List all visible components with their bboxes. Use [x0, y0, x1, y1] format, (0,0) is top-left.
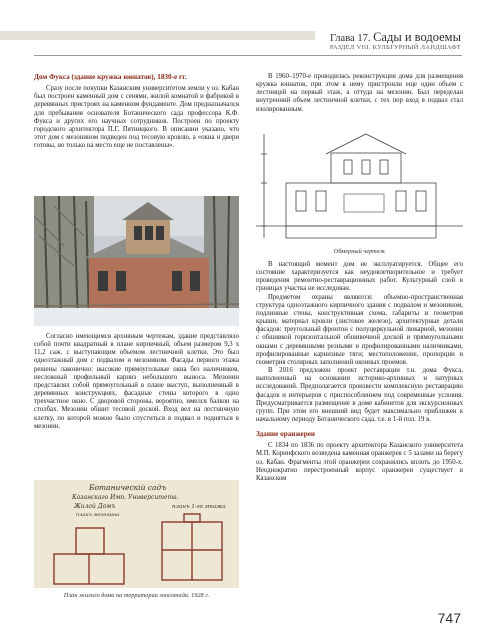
drawing-caption: Обмерный чертеж: [333, 248, 386, 255]
paragraph: С 1834 по 1836 по проекту архитектора Казанского университета М.П. Коринфского возведена каменная оранжерея с 5 залами на берегу оз. Кабан. Фрагменты этой оранжереи сохранялись вплоть до 1950-х. Неоднократно перестроенный корпус оранжереи существует в Казанском: [256, 442, 463, 482]
header-divider: [34, 55, 462, 56]
left-column-top: [34, 73, 239, 150]
plan-title-line1: Ботаническiй садъ: [89, 483, 167, 492]
section-heading-greenhouse: Здание оранжереи: [256, 430, 316, 439]
measured-drawing: [256, 128, 463, 244]
article-heading: Дом Фукса (здание кружка юннатов), 1830-е гг.: [34, 73, 187, 81]
plan-title-line4: планъ мезонина: [76, 512, 120, 518]
section-title: РАЗДЕЛ VIII. КУЛЬТУРНЫЙ ЛАНДШАФТ: [329, 44, 461, 51]
right-column-top: [256, 73, 463, 114]
plan-title-line3: Жилой Домъ: [74, 503, 116, 510]
paragraph: В 2016 предложен проект реставрации т.н. дома Фукса, выполненный на основании историко-архивных и натурных исследований. Предполагается произвести комплексную реставрацию фасадов и интерьеров с приспособлением под современные условия. Предусматривается размещение в доме кабинетов для экскурсионных групп. При этом его внешний вид будет максимально приближен к начальному периоду Ботанического сада, т.е. в 1-й пол. 19 в.: [256, 367, 463, 423]
paragraph: Согласно имеющимся архивным чертежам, здание представляло собой почти квадратный в плане кирпичный, объем размером 9,3 х 11,2 саж. с выступающим объемом лестничной клетки. Это был одноэтажный дом с подвалом и мезонином. Фасады первого этажа решены лаконично: высокие прямоугольные окна без наличников, несложный профильный карниз небольшого выноса. Мезонин представлял собой прямоугольный в плане выступ, выполненный в деревянных конструкциях, фасадные стены которого в одно трехчастное окно. С дворовой стороны, вероятно, имелся балкон на столбах. Мезонин обшит тесовой доской. Вход вел на лестничную клетку, по которой можно было спуститься в подвал и подняться в мезонин.: [34, 333, 239, 430]
page-number: 747: [437, 610, 461, 626]
paragraph: Предметом охраны являются: объемно-пространственная структура одноэтажного кирпичного здания с подвалом и мезонином, подлинные стены, конструктивная схема, габариты и геометрия крыши, материал кровли (листовое железо), архитектурные детали фасадов: треугольный фронтон с полуциркульной люкарной, мезонин с обшивкой горизонтальной обшивочной доской и прямоугольными окнами с деревянными резными и профилированными наличниками, профилированные карнизные тяги; местоположение, пропорции и геометрия столярных заполнений оконных проемов.: [256, 293, 463, 366]
historical-plan-drawing: [34, 480, 239, 588]
right-column-bottom: [256, 261, 463, 483]
paragraph: Сразу после покупки Казанским университетом земли у оз. Кабан был построен каменный дом с сенями, жилой комнатой и фабрикой в деревянных пристроях на каменном фундаменте. Дом предназначался для пребывания основателя Ботанического сада профессора К.Ф. Фукса и других его научных сотрудников. Построен по проекту городского архитектора П.Г. Пятницкого. В описании указано, что этот дом с мезонином подведен под тесовую кровлю, а «окна и двери готовы, но только на место еще не поставлены».: [34, 85, 239, 150]
house-photo: [34, 196, 239, 326]
chapter-title: Глава 17. Сады и водоемы: [330, 30, 461, 44]
plan-label-right: планъ 1-го этажа: [172, 504, 226, 510]
plan-caption: План жилого дома на территории зоосотада. 1928 г.: [63, 592, 210, 599]
paragraph: В 1960–1970-е проводилась реконструкция дома для размещения кружка юннатов, при этом к нему пристроили еще один объем с лестницей на первый этаж, а оттуда на мезонин. Был переделан внутренний объем лестничной клетки, с тех пор вход в подвал стал изолированным.: [256, 73, 463, 113]
plan-title-line2: Казанскаго Имп. Университета.: [72, 494, 179, 501]
left-column-bottom: [34, 333, 239, 431]
paragraph: В настоящий момент дом не эксплуатируется. Общее его состояние характеризуется как неудовлетворительное и требует проведения ремонтно-реставрационных работ. Культурный слой в границах участка не исследован.: [256, 261, 463, 293]
